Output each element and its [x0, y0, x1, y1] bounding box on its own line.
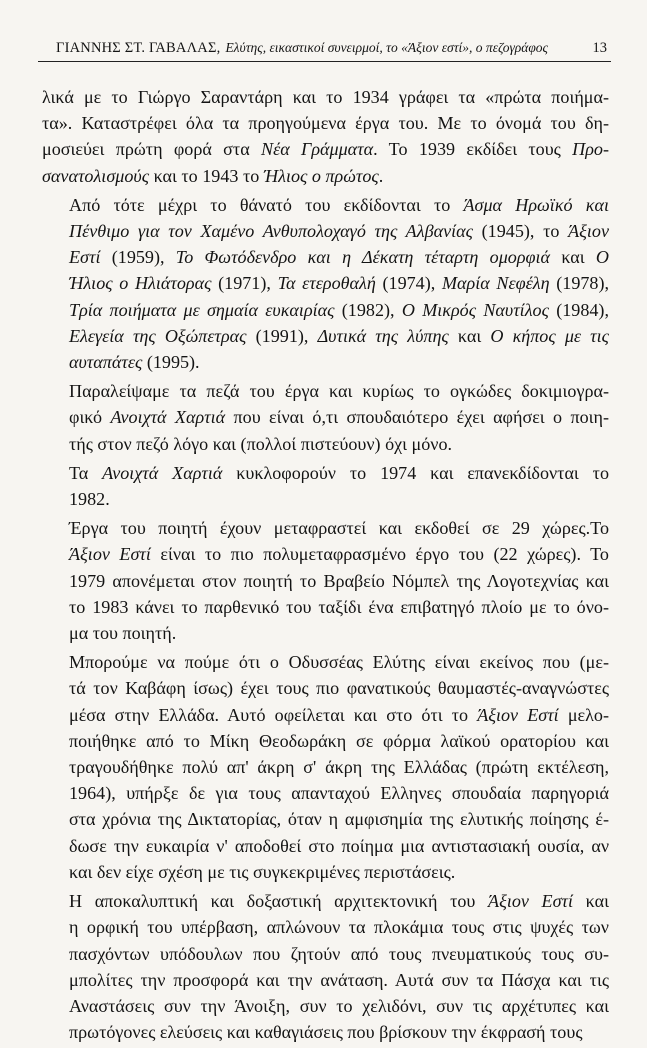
text-line	[42, 594, 609, 620]
text-run: στα χρόνια της Δικτατορίας, όταν η αμφισημία της ελυτικής ποίησης έ-	[69, 809, 609, 830]
text-run: (1971),	[211, 273, 278, 294]
text-line	[42, 702, 609, 728]
text-run: μα του ποιητή.	[69, 623, 177, 644]
paragraph	[42, 888, 609, 1045]
text-run: . Το 1939 εκδίδει τους	[373, 139, 573, 160]
text-line	[42, 110, 609, 136]
text-line	[42, 270, 609, 296]
italic-title: Τα ετεροθαλή	[277, 273, 376, 294]
text-run: Η αποκαλυπτική και δοξαστική αρχιτεκτονική του	[69, 891, 489, 912]
paragraph	[42, 460, 609, 512]
text-run: 1982.	[69, 489, 110, 510]
italic-title: Το Φωτόδενδρο και η Δέκατη τέταρτη ομορφιά	[175, 247, 551, 268]
italic-title: Νέα Γράμματα	[261, 139, 374, 160]
italic-title: Ανοιχτά Χαρτιά	[102, 462, 223, 483]
text-line	[42, 675, 609, 701]
text-run: (1959),	[100, 247, 176, 268]
text-run: (1978),	[549, 273, 610, 294]
text-run: και	[550, 247, 596, 268]
text-run: και δεν είχε σχέση με τις συγκεκριμένες περιστάσεις.	[69, 861, 456, 882]
text-run: (1991),	[246, 325, 318, 346]
text-run: ποιήθηκε από το Μίκη Θεοδωράκη σε φόρμα λαϊκού ορατορίου και	[69, 730, 609, 751]
text-line	[42, 244, 609, 270]
italic-title: Άσμα Ηρωϊκό και	[463, 194, 609, 215]
italic-title: Πένθιμο για τον Χαμένο Ανθυπολοχαγό της Αλβανίας	[69, 221, 473, 242]
text-line	[42, 620, 609, 646]
paragraph	[42, 192, 609, 375]
italic-title: Άξιον Εστί	[69, 544, 151, 565]
text-run: δωσε την ευκαιρία ν' αποδοθεί στο ποίημα μια αντιστασιακή ουσία, αν	[69, 835, 609, 856]
italic-title: Τρία ποιήματα με σημαία ευκαιρίας	[69, 299, 335, 320]
text-run: τής στον πεζό λόγο και (πολλοί πιστεύουν) όχι μόνο.	[69, 433, 453, 454]
italic-title: Άξιον Εστί	[477, 704, 559, 725]
text-line	[42, 993, 609, 1019]
text-run: μέσα στην Ελλάδα. Αυτό οφείλεται και στο ότι το	[69, 704, 478, 725]
text-run: και	[448, 325, 491, 346]
text-run: Από τότε μέχρι το θάνατό του εκδίδονται το	[69, 194, 464, 215]
text-line	[42, 515, 609, 541]
text-line	[42, 323, 609, 349]
text-run: και το 1943 το	[149, 165, 264, 186]
text-run: φικό	[69, 407, 111, 428]
text-run: Μπορούμε να πούμε ότι ο Οδυσσέας Ελύτης είναι εκείνος που (με-	[69, 652, 609, 673]
text-line	[42, 460, 609, 486]
text-line	[42, 728, 609, 754]
italic-title: Ο	[595, 247, 609, 268]
text-run: το 1983 κάνει το παρθενικό του ταξίδι ένα επιβατηγό πλοίο με το όνο-	[69, 596, 609, 617]
text-line	[42, 967, 609, 993]
text-run: λικά με το Γιώργο Σαραντάρη και το 1934 γράφει τα «πρώτα ποιήμα-	[42, 87, 609, 107]
text-run: πρωτόγονες ελεύσεις και καθαγιάσεις που βρίσκουν την έκφρασή τους	[69, 1022, 583, 1043]
italic-title: Ο κήπος με τις	[490, 325, 610, 346]
text-line	[42, 84, 609, 110]
text-run: πασχόντων υπόδουλων που ζητούν από τους πνευματικούς τους συ-	[69, 943, 609, 964]
text-run: (1995).	[142, 352, 200, 373]
text-run: Έργα του ποιητή έχουν μεταφραστεί και εκδοθεί σε 29 χώρες.Το	[69, 518, 609, 539]
text-line	[42, 404, 609, 430]
paragraph	[42, 515, 609, 646]
text-run: τά τον Καβάφη ίσως) έχει τους πιο φανατικούς θαυμαστές-αναγνώστες	[69, 678, 609, 699]
text-run: που είναι ό,τι σπουδαιότερο έχει αφήσει ο ποιη-	[225, 407, 609, 428]
text-line	[42, 218, 609, 244]
italic-title: Εστί	[69, 247, 101, 268]
text-line	[42, 297, 609, 323]
text-run: Τα	[69, 462, 103, 483]
text-run: Αναστάσεις συν την Άνοιξη, συν το χελιδόνι, συν τις αρχέτυπες και	[69, 995, 609, 1016]
text-run: (1974),	[375, 273, 442, 294]
italic-title: Ο Μικρός Ναυτίλος	[401, 299, 549, 320]
text-line	[42, 163, 609, 189]
text-run: μοσιεύει πρώτη φορά στα	[42, 139, 262, 160]
running-header	[56, 40, 607, 57]
text-line	[42, 888, 609, 914]
italic-title: Δυτικά της λύπης	[317, 325, 449, 346]
text-line	[42, 486, 609, 512]
text-run: τραγουδήθηκε πολύ απ' άκρη σ' άκρη της Ελλάδας (πρώτη εκτέλεση,	[69, 757, 609, 778]
text-run: (1945), το	[472, 221, 569, 242]
italic-title: Ήλιος ο πρώτος	[263, 165, 379, 186]
italic-title: Ελεγεία της Οξώπετρας	[69, 325, 247, 346]
header-title: Ελύτης, εικαστικοί συνειρμοί, το «Άξιον εστί», ο πεζογράφος	[225, 40, 549, 55]
text-line	[42, 806, 609, 832]
text-line	[42, 349, 609, 375]
text-line	[42, 192, 609, 218]
text-run: η ορφική του υπέρβαση, απλώνουν τα πλοκάμια τους στις ψυχές των	[69, 917, 609, 938]
italic-title: Μαρία Νεφέλη	[441, 273, 550, 294]
text-run: Παραλείψαμε τα πεζά του έργα και κυρίως το ογκώδες δοκιμιογρα-	[69, 381, 609, 402]
paragraph	[42, 649, 609, 885]
italic-title: Άξιον Εστί	[488, 891, 574, 912]
text-run: τα». Καταστρέφει όλα τα προηγούμενα έργα του. Με το όνομά του δη-	[42, 113, 609, 134]
text-run: (1982),	[334, 299, 402, 320]
text-line	[42, 754, 609, 780]
text-line	[42, 780, 609, 806]
header-rule	[38, 61, 611, 62]
text-line	[42, 941, 609, 967]
body-text	[42, 84, 609, 1048]
text-run: 1979 απονέμεται στον ποιητή το Βραβείο Νόμπελ της Λογοτεχνίας και	[69, 570, 609, 591]
text-line	[42, 136, 609, 162]
text-run: μελο-	[558, 704, 609, 725]
italic-title: σανατολισμούς	[42, 165, 150, 186]
text-run: (1984),	[548, 299, 609, 320]
text-line	[42, 378, 609, 404]
text-run: 1964), υπήρξε δε για τους απανταχού Ελληνες σπουδαία παρηγοριά	[69, 783, 609, 804]
paragraph	[42, 378, 609, 457]
text-line	[42, 859, 609, 885]
header-author: ΓΙΑΝΝΗΣ ΣΤ. ΓΑΒΑΛΑΣ,	[56, 40, 221, 56]
text-run: είναι το πιο πολυμεταφρασμένο έργο του (22 χώρες). Το	[150, 544, 609, 565]
italic-title: Ανοιχτά Χαρτιά	[110, 407, 226, 428]
text-run: κυκλοφορούν το 1974 και επανεκδίδονται το	[222, 462, 610, 483]
text-line	[42, 431, 609, 457]
italic-title: αυταπάτες	[69, 352, 143, 373]
text-run: μπολίτες την προσφορά και την ανάταση. Αυτά συν τα Πάσχα και τις	[69, 969, 609, 990]
text-line	[42, 568, 609, 594]
text-line	[42, 541, 609, 567]
paragraph	[42, 84, 609, 189]
text-line	[42, 649, 609, 675]
italic-title: Άξιον	[568, 221, 609, 242]
italic-title: Προ-	[572, 139, 609, 160]
text-run: .	[378, 165, 384, 186]
text-line	[42, 914, 609, 940]
text-line	[42, 1019, 609, 1045]
page-number: 13	[592, 40, 607, 56]
italic-title: Ήλιος ο Ηλιάτορας	[69, 273, 212, 294]
text-run: και	[573, 891, 609, 912]
text-line	[42, 833, 609, 859]
